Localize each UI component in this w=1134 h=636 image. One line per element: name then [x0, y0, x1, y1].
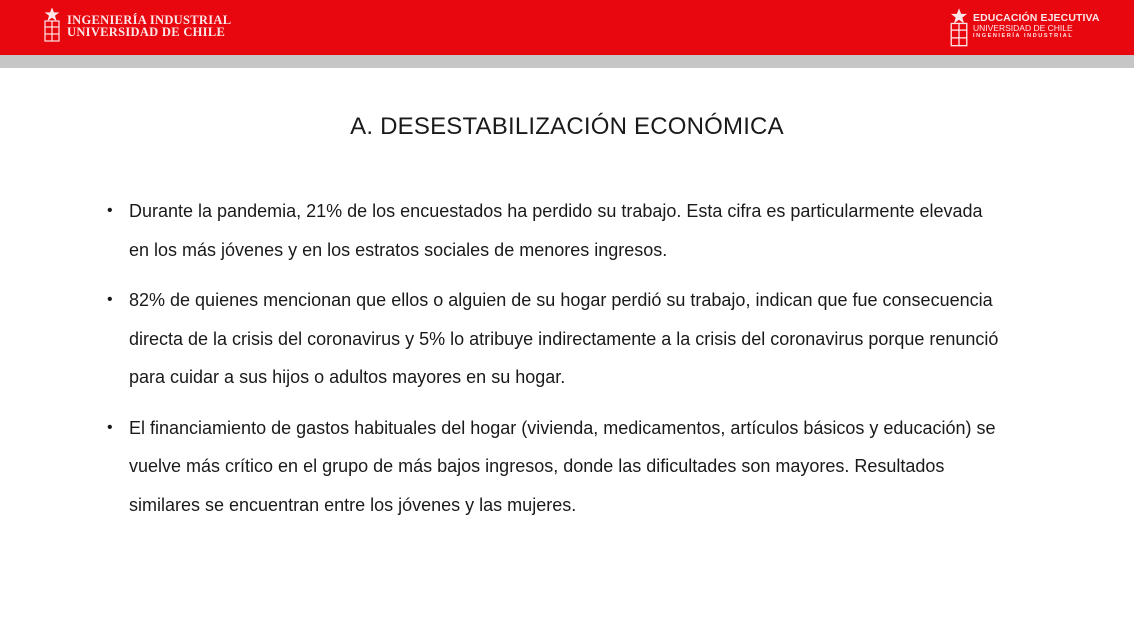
logo-left-line1: INGENIERÍA INDUSTRIAL	[67, 13, 232, 27]
bullet-text: 82% de quienes mencionan que ellos o alguien de su hogar perdió su trabajo, indican que fue consecuencia directa de la crisis del coronavirus y 5% lo atribuye indirectamente a la crisis del coronavirus porque renunció para cuidar a sus hijos o adultos mayores en su hogar.	[129, 290, 999, 387]
slide-title: A. DESESTABILIZACIÓN ECONÓMICA	[350, 113, 784, 140]
university-crest-icon	[949, 8, 967, 44]
bullet-item	[107, 409, 1007, 525]
bullet-item	[107, 281, 1007, 397]
bullet-dot-icon: •	[107, 291, 113, 308]
bullet-dot-icon: •	[107, 202, 113, 219]
educacion-ejecutiva-logo	[949, 4, 1100, 48]
logo-right-line3: INGENIERÍA INDUSTRIAL	[973, 32, 1074, 39]
bullet-item	[107, 192, 1007, 269]
university-crest-icon	[43, 8, 61, 44]
logo-right-line1: EDUCACIÓN EJECUTIVA	[973, 11, 1100, 24]
bullet-list	[107, 192, 1007, 536]
header-bar	[0, 0, 1134, 55]
bullet-text: Durante la pandemia, 21% de los encuestados ha perdido su trabajo. Esta cifra es particularmente elevada en los más jóvenes y en los estratos sociales de menores ingresos.	[129, 201, 983, 260]
bullet-text: El financiamiento de gastos habituales del hogar (vivienda, medicamentos, artículos básicos y educación) se vuelve más crítico en el grupo de más bajos ingresos, donde las dificultades son mayores. Resultados similares se encuentran entre los jóvenes y las mujeres.	[129, 417, 996, 515]
header-divider	[0, 55, 1134, 68]
ingenieria-industrial-logo	[43, 7, 231, 45]
bullet-dot-icon: •	[107, 418, 113, 436]
logo-left-line2: UNIVERSIDAD DE CHILE	[67, 25, 226, 39]
logo-right-line2: UNIVERSIDAD DE CHILE	[973, 22, 1073, 33]
